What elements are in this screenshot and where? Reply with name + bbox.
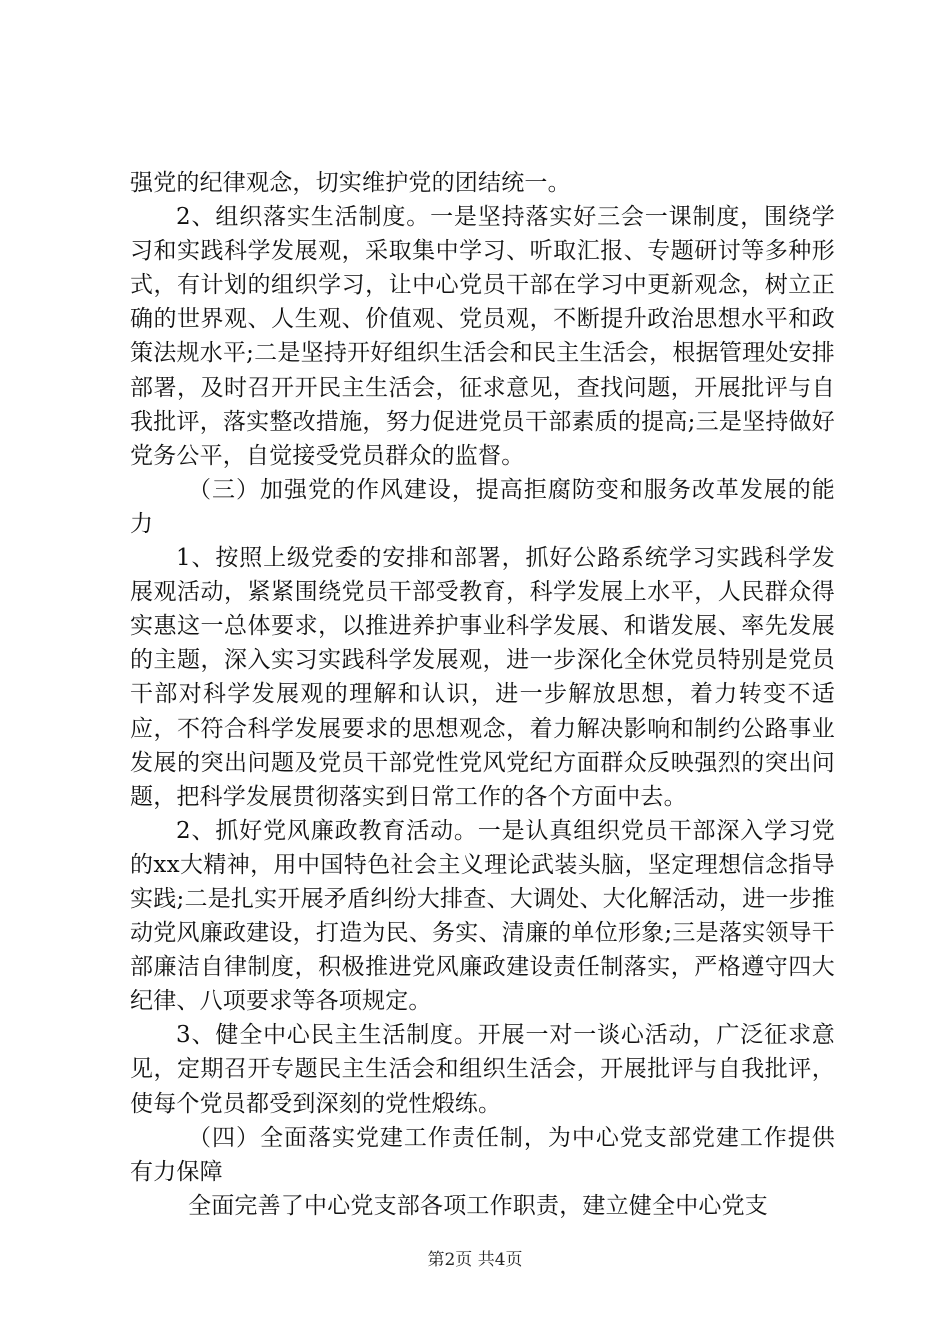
paragraph-organize-life-system: 2、组织落实生活制度。一是坚持落实好三会一课制度，围绕学习和实践科学发展观，采取集中学习、听取汇报、专题研讨等多种形式，有计划的组织学习，让中心党员干部在学习中更新观念，树立正确的世界观、人生观、价值观、党员观，不断提升政治思想水平和政策法规水平;二是坚持开好组织生活会和民主生活会，根据管理处安排部署，及时召开开民主生活会，征求意见，查找问题，开展批评与自我批评，落实整改措施，努力促进党员干部素质的提高;三是坚持做好党务公平，自觉接受党员群众的监督。: [130, 204, 835, 469]
paragraph-continuation: 强党的纪律观念，切实维护党的团结统一。: [130, 170, 571, 196]
paragraph-scientific-development: 1、按照上级党委的安排和部署，抓好公路系统学习实践科学发展观活动，紧紧围绕党员干部受教育，科学发展上水平，人民群众得实惠这一总体要求，以推进养护事业科学发展、和谐发展、率先发展的主题，深入实习实践科学发展观，进一步深化全休党员特别是党员干部对科学发展观的理解和认识，进一步解放思想，着力转变不适应，不符合科学发展要求的思想观念，着力解决影响和制约公路事业发展的突出问题及党员干部党性党风党纪方面群众反映强烈的突出问题，把科学发展贯彻落实到日常工作的各个方面中去。: [130, 545, 835, 810]
paragraph-democratic-life: 3、健全中心民主生活制度。开展一对一谈心活动，广泛征求意见，定期召开专题民主生活会和组织生活会，开展批评与自我批评，使每个党员都受到深刻的党性煅练。: [130, 1022, 835, 1117]
page-number-footer: 第2页 共4页: [427, 1250, 523, 1270]
section-heading-four: （四）全面落实党建工作责任制，为中心党支部党建工作提供有力保障: [130, 1124, 835, 1185]
paragraph-responsibility: 全面完善了中心党支部各项工作职责，建立健全中心党支: [188, 1192, 768, 1219]
section-heading-three: （三）加强党的作风建设，提高拒腐防变和服务改革发展的能力: [130, 476, 835, 537]
paragraph-integrity-education: 2、抓好党风廉政教育活动。一是认真组织党员干部深入学习党的xx大精神，用中国特色社会主义理论武装头脑，坚定理想信念指导实践;二是扎实开展矛盾纠纷大排查、大调处、大化解活动，进一步推动党风廉政建设，打造为民、务实、清廉的单位形象;三是落实领导干部廉洁自律制度，积极推进党风廉政建设责任制落实，严格遵守四大纪律、八项要求等各项规定。: [130, 817, 835, 1015]
document-body: [130, 166, 835, 1223]
